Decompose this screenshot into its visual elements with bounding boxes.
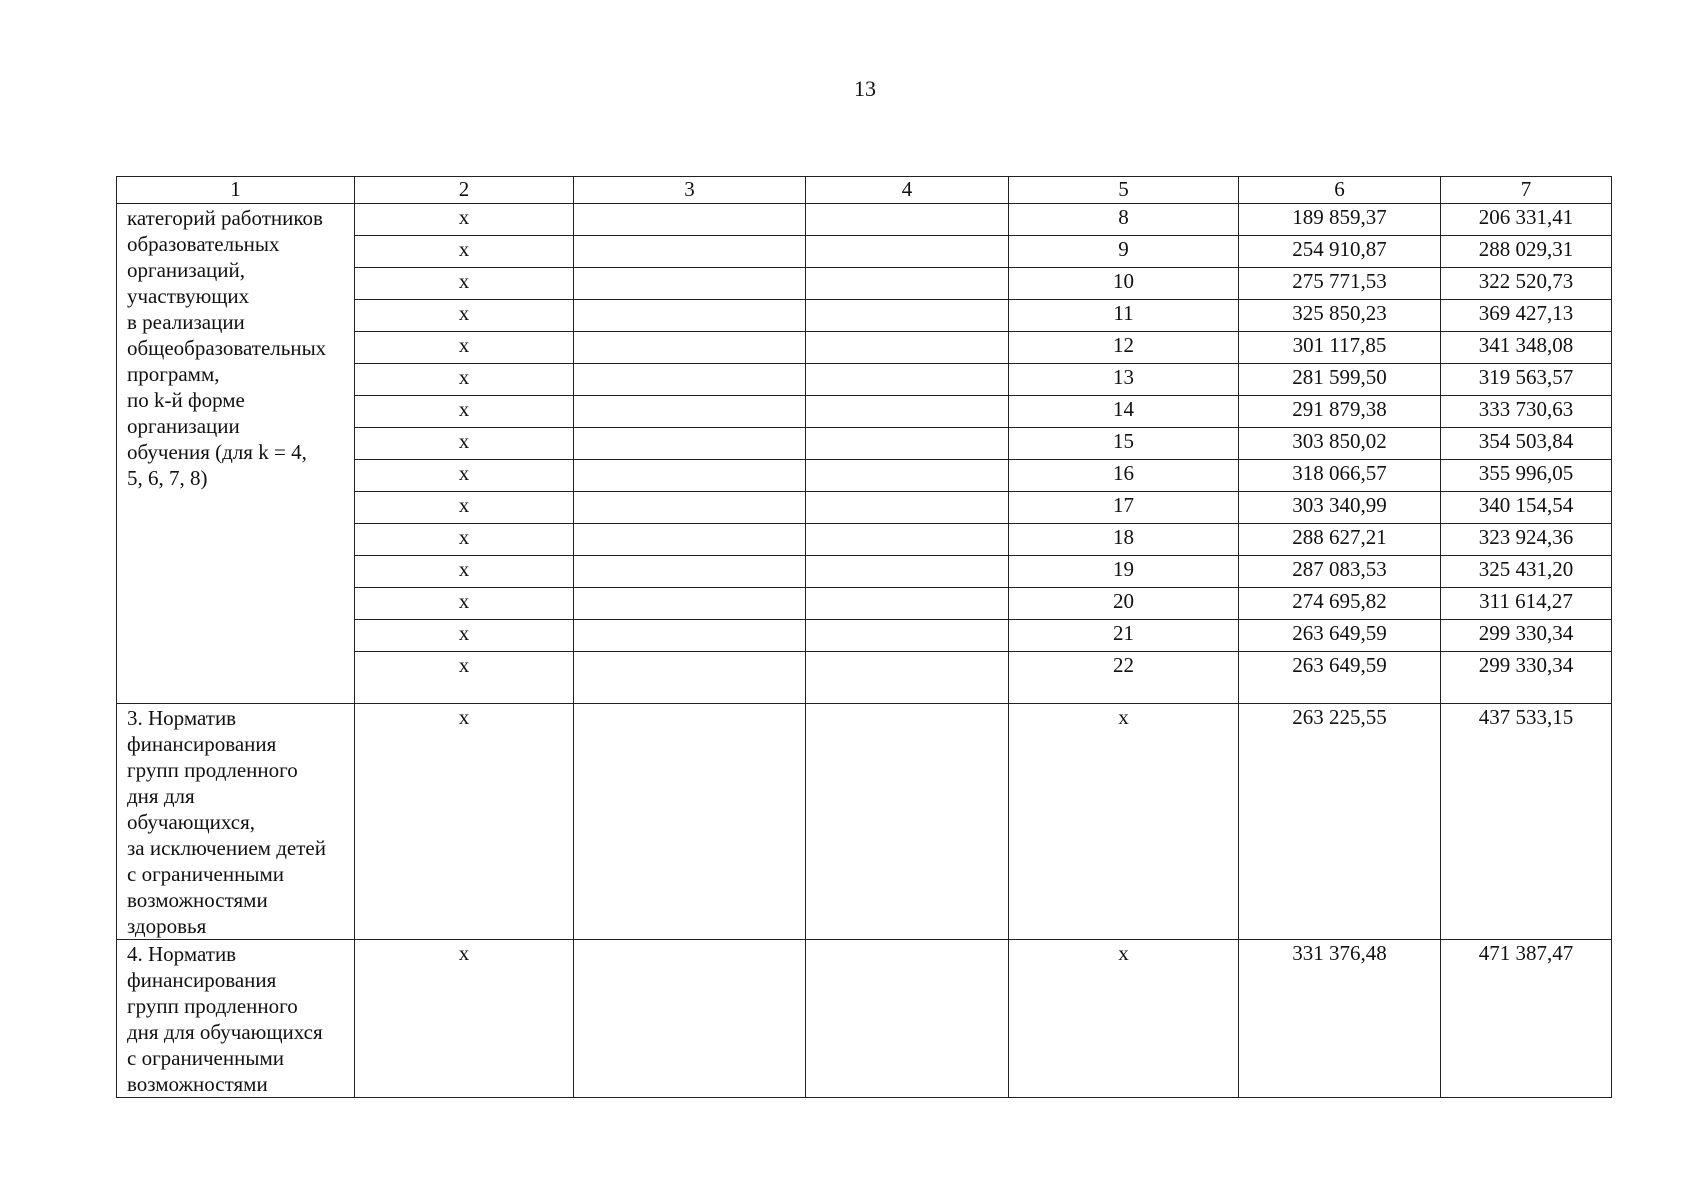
section3-row [117,704,1612,940]
row-label-line: участвующих [127,284,250,308]
col7-cell: 311 614,27 [1441,588,1612,620]
header-cell: 7 [1441,177,1612,204]
row-label-line: с ограниченными [127,862,284,886]
col6-cell: 291 879,38 [1239,396,1441,428]
col3-cell [574,236,806,268]
row-label-line: в реализации [127,310,245,334]
col5-cell: 19 [1009,556,1239,588]
row-label-line: финансирования [127,968,277,992]
col4-cell [806,940,1009,1098]
header-cell: 2 [355,177,574,204]
col5-cell: 18 [1009,524,1239,556]
col7-cell: 206 331,41 [1441,204,1612,236]
col3-cell [574,704,806,940]
col4-cell [806,652,1009,704]
col5-cell: х [1009,940,1239,1098]
col5-cell: 15 [1009,428,1239,460]
col6-cell: 263 649,59 [1239,620,1441,652]
col5-cell: 8 [1009,204,1239,236]
row-label-line: организации [127,414,240,438]
col6-cell: 281 599,50 [1239,364,1441,396]
col4-cell [806,588,1009,620]
col5-cell: 11 [1009,300,1239,332]
col4-cell [806,556,1009,588]
col3-cell [574,588,806,620]
header-cell: 3 [574,177,806,204]
row-label-line: 4. Норматив [127,942,237,966]
col2-cell: х [355,268,574,300]
col5-cell: 9 [1009,236,1239,268]
col3-cell [574,492,806,524]
col2-cell: х [355,704,574,940]
row-label-line: финансирования [127,732,277,756]
col7-cell: 333 730,63 [1441,396,1612,428]
col7-cell: 340 154,54 [1441,492,1612,524]
col4-cell [806,492,1009,524]
row-label-line: групп продленного [127,758,298,782]
col2-cell: х [355,300,574,332]
col2-cell: х [355,620,574,652]
col2-cell: х [355,556,574,588]
col4-cell [806,236,1009,268]
col7-cell: 471 387,47 [1441,940,1612,1098]
row-label-line: по k-й форме [127,388,245,412]
col5-cell: 13 [1009,364,1239,396]
header-row [117,177,1612,204]
col3-cell [574,396,806,428]
col3-cell [574,364,806,396]
col6-cell: 287 083,53 [1239,556,1441,588]
col4-cell [806,204,1009,236]
row-label-line: групп продленного [127,994,298,1018]
row-label-line: за исключением детей [127,836,326,860]
col4-cell [806,268,1009,300]
col5-cell: 17 [1009,492,1239,524]
col3-cell [574,268,806,300]
col5-cell: 14 [1009,396,1239,428]
col7-cell: 288 029,31 [1441,236,1612,268]
header-cell: 4 [806,177,1009,204]
header-cell: 6 [1239,177,1441,204]
col7-cell: 299 330,34 [1441,652,1612,704]
section4-row [117,940,1612,1098]
category-label [117,204,355,704]
col4-cell [806,428,1009,460]
col7-cell: 437 533,15 [1441,704,1612,940]
col6-cell: 263 225,55 [1239,704,1441,940]
col6-cell: 288 627,21 [1239,524,1441,556]
row-label-line: образовательных [127,232,280,256]
section4-label [117,940,355,1098]
col7-cell: 369 427,13 [1441,300,1612,332]
col6-cell: 303 340,99 [1239,492,1441,524]
col3-cell [574,428,806,460]
col3-cell [574,460,806,492]
col7-cell: 355 996,05 [1441,460,1612,492]
col6-cell: 331 376,48 [1239,940,1441,1098]
col7-cell: 354 503,84 [1441,428,1612,460]
col7-cell: 319 563,57 [1441,364,1612,396]
col2-cell: х [355,428,574,460]
header-cell: 1 [117,177,355,204]
col3-cell [574,652,806,704]
header-cell: 5 [1009,177,1239,204]
col7-cell: 341 348,08 [1441,332,1612,364]
row-label-line: 5, 6, 7, 8) [127,466,208,490]
row-label-line: дня для обучающихся [127,1020,323,1044]
col2-cell: х [355,364,574,396]
col2-cell: х [355,492,574,524]
col3-cell [574,556,806,588]
col4-cell [806,364,1009,396]
col5-cell: 10 [1009,268,1239,300]
row-label-line: возможностями [127,888,268,912]
col4-cell [806,332,1009,364]
col6-cell: 318 066,57 [1239,460,1441,492]
row-label-line: обучения (для k = 4, [127,440,307,464]
col7-cell: 325 431,20 [1441,556,1612,588]
col7-cell: 322 520,73 [1441,268,1612,300]
col5-cell: 12 [1009,332,1239,364]
col2-cell: х [355,524,574,556]
col2-cell: х [355,940,574,1098]
col6-cell: 189 859,37 [1239,204,1441,236]
financing-norms-table [116,176,1612,1098]
col3-cell [574,524,806,556]
col5-cell: х [1009,704,1239,940]
col6-cell: 254 910,87 [1239,236,1441,268]
col4-cell [806,460,1009,492]
col5-cell: 16 [1009,460,1239,492]
col5-cell: 22 [1009,652,1239,704]
col2-cell: х [355,460,574,492]
col6-cell: 301 117,85 [1239,332,1441,364]
col2-cell: х [355,204,574,236]
row-label-line: дня для [127,784,195,808]
row-label-line: возможностями [127,1072,268,1096]
row-label-line: общеобразовательных [127,336,327,360]
col3-cell [574,332,806,364]
col3-cell [574,940,806,1098]
col2-cell: х [355,236,574,268]
col3-cell [574,204,806,236]
col6-cell: 325 850,23 [1239,300,1441,332]
col2-cell: х [355,396,574,428]
col6-cell: 263 649,59 [1239,652,1441,704]
row-label-line: 3. Норматив [127,706,237,730]
row-label-line: категорий работников [127,206,323,230]
row-label-line: здоровья [127,914,207,938]
col7-cell: 299 330,34 [1441,620,1612,652]
col4-cell [806,524,1009,556]
col6-cell: 303 850,02 [1239,428,1441,460]
row-label-line: организаций, [127,258,245,282]
col4-cell [806,396,1009,428]
col4-cell [806,620,1009,652]
col2-cell: х [355,652,574,704]
table-row [117,204,1612,236]
col4-cell [806,300,1009,332]
col6-cell: 274 695,82 [1239,588,1441,620]
col2-cell: х [355,588,574,620]
col6-cell: 275 771,53 [1239,268,1441,300]
col5-cell: 21 [1009,620,1239,652]
row-label-line: с ограниченными [127,1046,284,1070]
col4-cell [806,704,1009,940]
page-number: 13 [854,76,876,101]
row-label-line: обучающихся, [127,810,255,834]
col5-cell: 20 [1009,588,1239,620]
section3-label [117,704,355,940]
col3-cell [574,620,806,652]
col7-cell: 323 924,36 [1441,524,1612,556]
col3-cell [574,300,806,332]
col2-cell: х [355,332,574,364]
row-label-line: программ, [127,362,220,386]
